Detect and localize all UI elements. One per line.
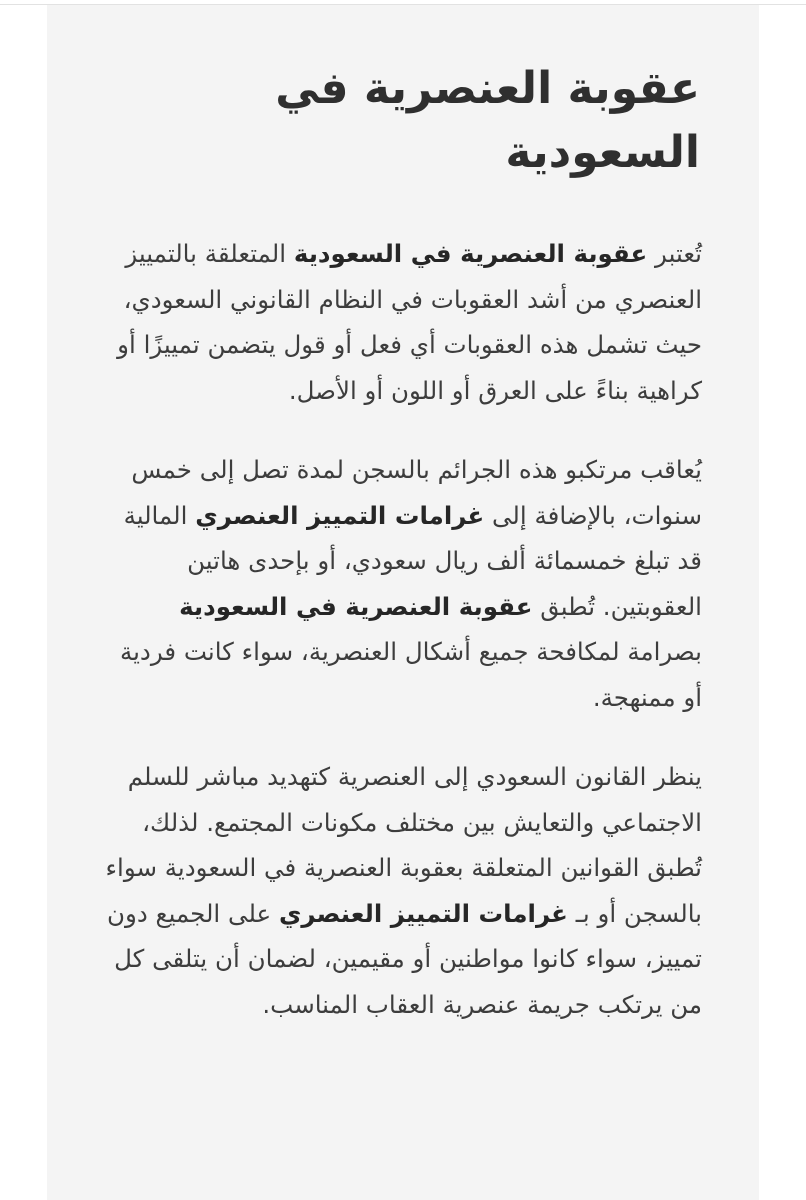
bold-phrase: عقوبة العنصرية في السعودية bbox=[293, 239, 648, 268]
paragraph-text: المالية قد تبلغ خمسمائة ألف ريال سعودي، أو بإحدى هاتين العقوبتين. تُطبق bbox=[123, 500, 702, 621]
paragraph-text: تُعتبر bbox=[647, 239, 702, 268]
article-paragraph-2 bbox=[104, 447, 702, 720]
paragraph-text: بصرامة لمكافحة جميع أشكال العنصرية، سواء كانت فردية أو ممنهجة. bbox=[119, 637, 702, 712]
article-paragraph-1 bbox=[104, 231, 702, 413]
article-card bbox=[47, 5, 759, 1200]
paragraph-text: ينظر القانون السعودي إلى العنصرية كتهديد مباشر للسلم الاجتماعي والتعايش بين مختلف مكونات المجتمع. لذلك، تُطبق القوانين المتعلقة بعقوبة العنصرية في السعودية سواء بالسجن أو بـ bbox=[105, 762, 702, 928]
paragraph-text: على الجميع دون تمييز، سواء كانوا مواطنين أو مقيمين، لضمان أن يتلقى كل من يرتكب جريمة عنصرية العقاب المناسب. bbox=[107, 898, 702, 1019]
paragraph-text: المتعلقة بالتمييز العنصري من أشد العقوبات في النظام القانوني السعودي، حيث تشمل هذه العقوبات أي فعل أو قول يتضمن تمييزًا أو كراهية بناءً على العرق أو اللون أو الأصل. bbox=[117, 239, 702, 405]
bold-phrase: غرامات التمييز العنصري bbox=[195, 500, 485, 530]
paragraph-text: يُعاقب مرتكبو هذه الجرائم بالسجن لمدة تصل إلى خمس سنوات، بالإضافة إلى bbox=[131, 455, 702, 530]
article-title: عقوبة العنصرية في السعودية bbox=[275, 63, 700, 178]
bold-phrase: عقوبة العنصرية في السعودية bbox=[179, 591, 533, 621]
bold-phrase: غرامات التمييز العنصري bbox=[278, 898, 568, 928]
article-paragraph-3 bbox=[104, 754, 702, 1027]
